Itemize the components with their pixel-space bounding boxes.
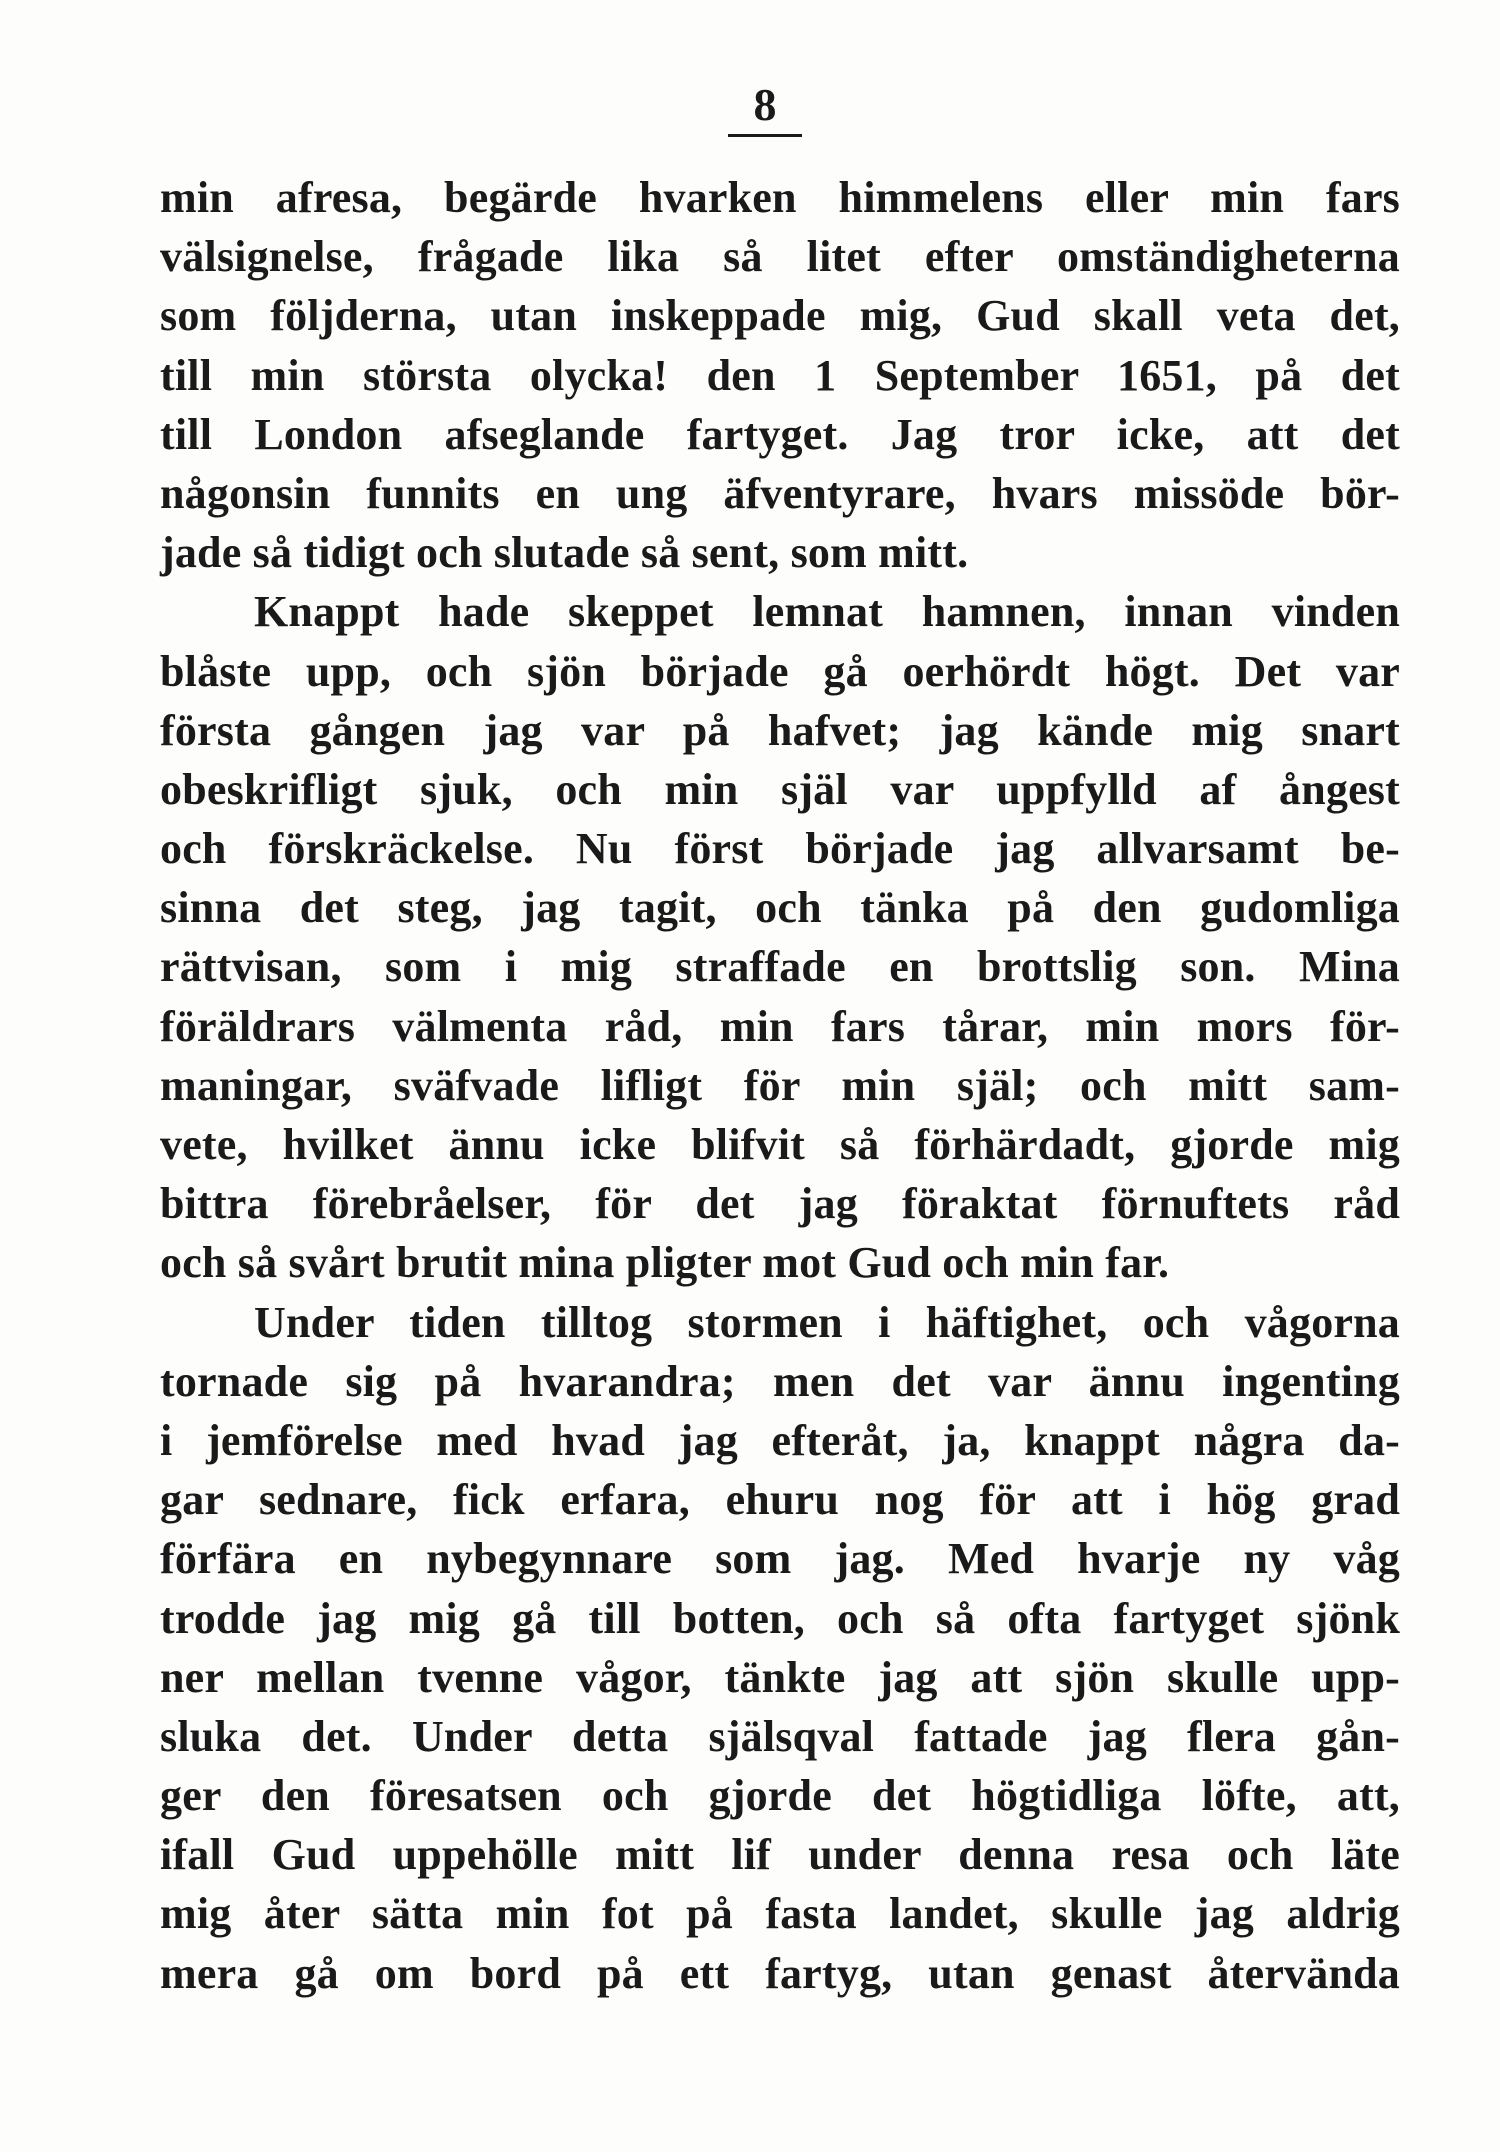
paragraph-start-line: Knappt hade skeppet lemnat hamnen, innan vinden bbox=[254, 587, 1400, 637]
text-line: mig åter sätta min fot på fasta landet, skulle jag aldrig bbox=[160, 1889, 1400, 1939]
text-line: blåste upp, och sjön började gå oerhördt högt. Det var bbox=[160, 646, 1400, 696]
text-line: sluka det. Under detta själsqval fattade jag flera gån- bbox=[160, 1711, 1400, 1761]
text-line: föräldrars välmenta råd, min fars tårar, min mors för- bbox=[160, 1001, 1400, 1051]
page-number: 8 bbox=[753, 79, 777, 130]
text-line: och förskräckelse. Nu först började jag allvarsamt be- bbox=[160, 824, 1400, 874]
text-line: mera gå om bord på ett fartyg, utan genast återvända bbox=[160, 1948, 1400, 1998]
text-line: trodde jag mig gå till botten, och så ofta fartyget sjönk bbox=[160, 1593, 1400, 1643]
text-line: ifall Gud uppehölle mitt lif under denna resa och läte bbox=[160, 1830, 1400, 1880]
text-line: obeskrifligt sjuk, och min själ var uppfylld af ångest bbox=[160, 764, 1400, 814]
body-text bbox=[160, 168, 1400, 2003]
text-line: gar sednare, fick erfara, ehuru nog för att i hög grad bbox=[160, 1475, 1400, 1525]
text-line: som följderna, utan inskeppade mig, Gud skall veta det, bbox=[160, 291, 1400, 341]
text-line: jade så tidigt och slutade så sent, som mitt. bbox=[160, 528, 969, 578]
text-line: i jemförelse med hvad jag efteråt, ja, knappt några da- bbox=[160, 1415, 1400, 1465]
text-line: till London afseglande fartyget. Jag tror icke, att det bbox=[160, 409, 1400, 459]
text-line: min afresa, begärde hvarken himmelens eller min fars bbox=[160, 173, 1400, 222]
text-line: rättvisan, som i mig straffade en brottslig son. Mina bbox=[160, 942, 1400, 992]
text-line: maningar, sväfvade lifligt för min själ; och mitt sam- bbox=[160, 1060, 1400, 1110]
text-line: välsignelse, frågade lika så litet efter omständigheterna bbox=[160, 232, 1400, 282]
paragraph-start-line: Under tiden tilltog stormen i häftighet, och vågorna bbox=[254, 1297, 1400, 1347]
text-line: vete, hvilket ännu icke blifvit så förhärdadt, gjorde mig bbox=[160, 1120, 1400, 1169]
text-line: första gången jag var på hafvet; jag kände mig snart bbox=[160, 705, 1400, 755]
text-line: bittra förebråelser, för det jag föraktat förnuftets råd bbox=[160, 1179, 1400, 1229]
text-line: till min största olycka! den 1 September 1651, på det bbox=[160, 350, 1400, 400]
text-line: sinna det steg, jag tagit, och tänka på den gudomliga bbox=[160, 883, 1400, 933]
page-number-rule bbox=[728, 134, 802, 137]
text-line: ner mellan tvenne vågor, tänkte jag att sjön skulle upp- bbox=[160, 1652, 1400, 1702]
text-line: tornade sig på hvarandra; men det var ännu ingenting bbox=[160, 1356, 1400, 1406]
text-line: ger den föresatsen och gjorde det högtidliga löfte, att, bbox=[160, 1771, 1400, 1821]
text-line: och så svårt brutit mina pligter mot Gud och min far. bbox=[160, 1238, 1170, 1288]
text-line: förfära en nybegynnare som jag. Med hvarje ny våg bbox=[160, 1534, 1400, 1584]
text-line: någonsin funnits en ung äfventyrare, hvars missöde bör- bbox=[160, 468, 1400, 518]
